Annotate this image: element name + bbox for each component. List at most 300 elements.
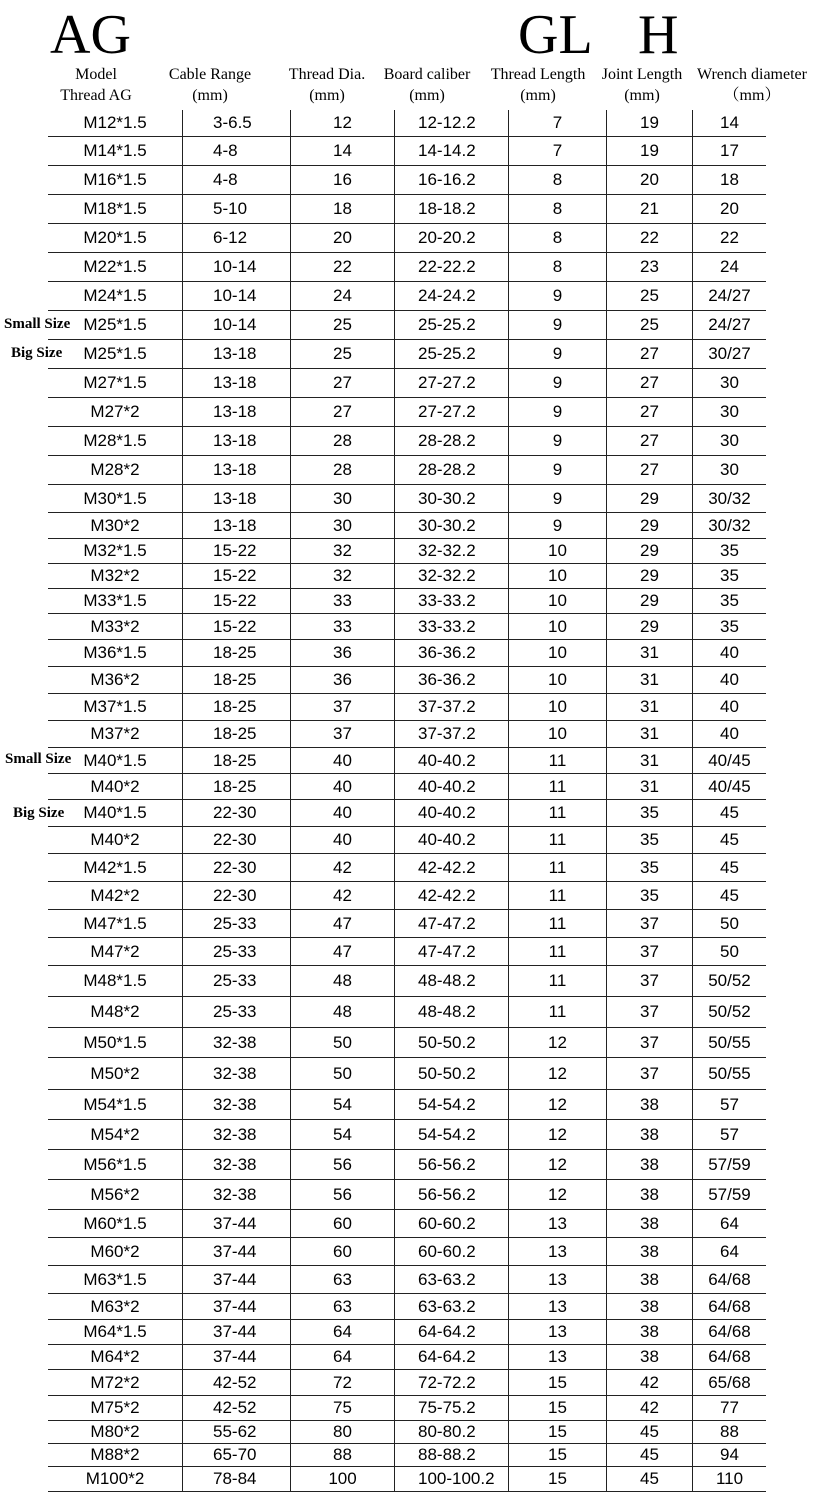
cell-joint-length: 37 xyxy=(606,1058,692,1089)
cell-thread-dia: 24 xyxy=(290,282,394,310)
cell-thread-length: 10 xyxy=(508,721,606,747)
cell-model: M54*1.5 xyxy=(83,1094,147,1114)
cell-board-caliber: 24-24.2 xyxy=(394,282,508,310)
cell-wrench-diameter: 30 xyxy=(692,369,766,397)
table-row xyxy=(48,614,766,640)
cell-model: M20*1.5 xyxy=(83,228,147,247)
cell-thread-dia: 33 xyxy=(290,589,394,613)
cell-joint-length: 37 xyxy=(606,997,692,1027)
cell-thread-dia: 32 xyxy=(290,564,394,588)
cell-model: M24*1.5 xyxy=(83,286,147,305)
cell-wrench-diameter: 45 xyxy=(692,827,766,853)
side-label-big-size: Big Size xyxy=(11,345,63,361)
header-thread-dia-line1: Thread Dia. xyxy=(288,66,366,83)
cell-wrench-diameter: 30/27 xyxy=(692,340,766,368)
cell-wrench-diameter: 17 xyxy=(692,137,766,165)
cell-board-caliber: 40-40.2 xyxy=(394,774,508,799)
cell-joint-length: 38 xyxy=(606,1210,692,1237)
table-row xyxy=(48,1444,766,1467)
header-thread-length xyxy=(480,64,596,106)
cell-board-caliber: 56-56.2 xyxy=(394,1150,508,1179)
cell-cable-range: 22-30 xyxy=(182,882,290,909)
cell-joint-length: 29 xyxy=(606,539,692,563)
cell-thread-dia: 27 xyxy=(290,398,394,426)
cell-cable-range: 25-33 xyxy=(182,997,290,1027)
cell-board-caliber: 88-88.2 xyxy=(394,1444,508,1466)
cell-cable-range: 13-18 xyxy=(182,485,290,512)
cell-joint-length: 27 xyxy=(606,427,692,455)
cell-cable-range: 18-25 xyxy=(182,748,290,773)
table-row xyxy=(48,1421,766,1444)
cell-thread-length: 9 xyxy=(508,340,606,368)
header-cable-range-line2: (mm) xyxy=(192,87,228,104)
cell-board-caliber: 50-50.2 xyxy=(394,1058,508,1089)
cell-thread-dia: 63 xyxy=(290,1294,394,1319)
cell-cable-range: 18-25 xyxy=(182,694,290,720)
cell-cable-range: 78-84 xyxy=(182,1467,290,1491)
cell-thread-dia: 60 xyxy=(290,1210,394,1237)
cell-joint-length: 27 xyxy=(606,456,692,484)
cell-thread-dia: 80 xyxy=(290,1421,394,1443)
cell-thread-length: 10 xyxy=(508,667,606,693)
table-row xyxy=(48,721,766,748)
header-wrench-diameter xyxy=(688,64,816,106)
cell-model: M27*1.5 xyxy=(83,373,147,392)
header-cable-range-line1: Cable Range xyxy=(168,66,252,83)
cell-board-caliber: 27-27.2 xyxy=(394,369,508,397)
cell-joint-length: 31 xyxy=(606,721,692,747)
cell-model: M63*1.5 xyxy=(83,1269,147,1289)
cell-joint-length: 35 xyxy=(606,800,692,826)
cell-thread-length: 9 xyxy=(508,456,606,484)
cell-model: M33*2 xyxy=(90,616,140,636)
cell-wrench-diameter: 64/68 xyxy=(692,1345,766,1369)
cell-cable-range: 4-8 xyxy=(182,137,290,165)
table-row xyxy=(48,827,766,854)
cell-thread-dia: 25 xyxy=(290,311,394,339)
table-row xyxy=(48,854,766,882)
cell-board-caliber: 30-30.2 xyxy=(394,513,508,538)
cell-board-caliber: 64-64.2 xyxy=(394,1320,508,1344)
cell-thread-length: 11 xyxy=(508,882,606,909)
cell-wrench-diameter: 50/52 xyxy=(692,997,766,1027)
header-model-line2: Thread AG xyxy=(60,87,132,104)
table-row xyxy=(48,1180,766,1210)
cell-wrench-diameter: 45 xyxy=(692,854,766,881)
cell-joint-length: 42 xyxy=(606,1370,692,1395)
cell-model: M75*2 xyxy=(90,1398,140,1417)
table-row xyxy=(48,1345,766,1370)
cell-board-caliber: 48-48.2 xyxy=(394,966,508,996)
cell-joint-length: 31 xyxy=(606,748,692,773)
cell-board-caliber: 42-42.2 xyxy=(394,882,508,909)
table-row xyxy=(48,910,766,938)
table-row xyxy=(48,166,766,195)
table-row xyxy=(48,456,766,485)
table-row xyxy=(48,694,766,721)
cell-model: M32*2 xyxy=(90,566,140,585)
table-row xyxy=(48,398,766,427)
table-row xyxy=(48,748,766,774)
cell-cable-range: 42-52 xyxy=(182,1370,290,1395)
cell-board-caliber: 72-72.2 xyxy=(394,1370,508,1395)
cell-joint-length: 25 xyxy=(606,282,692,310)
cell-thread-length: 12 xyxy=(508,1058,606,1089)
cell-thread-length: 13 xyxy=(508,1238,606,1265)
cell-model: M37*1.5 xyxy=(83,697,147,716)
header-joint-length-line2: (mm) xyxy=(624,87,660,104)
cell-joint-length: 38 xyxy=(606,1294,692,1319)
cell-thread-dia: 47 xyxy=(290,910,394,937)
cell-cable-range: 32-38 xyxy=(182,1028,290,1057)
table-row xyxy=(48,1396,766,1421)
cell-wrench-diameter: 40/45 xyxy=(692,774,766,799)
cell-cable-range: 37-44 xyxy=(182,1266,290,1293)
cell-wrench-diameter: 57 xyxy=(692,1090,766,1119)
cell-cable-range: 25-33 xyxy=(182,938,290,965)
table-row xyxy=(48,800,766,827)
cell-board-caliber: 16-16.2 xyxy=(394,166,508,194)
cell-board-caliber: 36-36.2 xyxy=(394,640,508,666)
cell-thread-length: 11 xyxy=(508,774,606,799)
table-row xyxy=(48,1090,766,1120)
cell-board-caliber: 37-37.2 xyxy=(394,694,508,720)
cell-cable-range: 13-18 xyxy=(182,513,290,538)
cell-cable-range: 65-70 xyxy=(182,1444,290,1466)
cell-board-caliber: 40-40.2 xyxy=(394,748,508,773)
cell-thread-length: 13 xyxy=(508,1266,606,1293)
cell-thread-length: 13 xyxy=(508,1210,606,1237)
cell-board-caliber: 25-25.2 xyxy=(394,311,508,339)
cell-joint-length: 27 xyxy=(606,369,692,397)
cell-wrench-diameter: 94 xyxy=(692,1444,766,1466)
cell-joint-length: 37 xyxy=(606,910,692,937)
cell-thread-dia: 12 xyxy=(290,110,394,136)
cell-wrench-diameter: 30 xyxy=(692,427,766,455)
cell-wrench-diameter: 64/68 xyxy=(692,1294,766,1319)
cell-thread-length: 11 xyxy=(508,748,606,773)
cell-joint-length: 31 xyxy=(606,667,692,693)
cell-wrench-diameter: 20 xyxy=(692,195,766,223)
table-row xyxy=(48,938,766,966)
header-thread-dia xyxy=(278,64,376,106)
cell-thread-length: 8 xyxy=(508,224,606,252)
table-row xyxy=(48,1266,766,1294)
cell-thread-length: 9 xyxy=(508,311,606,339)
cell-thread-dia: 18 xyxy=(290,195,394,223)
cell-model: M63*2 xyxy=(90,1296,140,1316)
cell-wrench-diameter: 110 xyxy=(692,1467,766,1491)
cell-cable-range: 32-38 xyxy=(182,1090,290,1119)
cell-joint-length: 38 xyxy=(606,1345,692,1369)
cell-board-caliber: 60-60.2 xyxy=(394,1210,508,1237)
cell-thread-dia: 75 xyxy=(290,1396,394,1420)
cell-board-caliber: 25-25.2 xyxy=(394,340,508,368)
cell-thread-length: 15 xyxy=(508,1467,606,1491)
cell-model: M27*2 xyxy=(90,402,140,421)
cell-thread-length: 9 xyxy=(508,485,606,512)
cell-cable-range: 18-25 xyxy=(182,667,290,693)
cell-joint-length: 38 xyxy=(606,1320,692,1344)
cell-joint-length: 35 xyxy=(606,854,692,881)
cell-wrench-diameter: 50 xyxy=(692,938,766,965)
cell-thread-length: 13 xyxy=(508,1345,606,1369)
cell-thread-dia: 50 xyxy=(290,1028,394,1057)
cell-cable-range: 37-44 xyxy=(182,1210,290,1237)
cell-model: M48*1.5 xyxy=(83,971,147,990)
cell-cable-range: 25-33 xyxy=(182,966,290,996)
table-row xyxy=(48,1150,766,1180)
table-row xyxy=(48,369,766,398)
cell-model: M47*1.5 xyxy=(83,913,147,933)
cell-wrench-diameter: 24/27 xyxy=(692,282,766,310)
table-row xyxy=(48,1058,766,1090)
cell-model: M36*1.5 xyxy=(83,643,147,662)
cell-cable-range: 10-14 xyxy=(182,311,290,339)
cell-joint-length: 35 xyxy=(606,882,692,909)
header-wrench-diameter-line1: Wrench diameter xyxy=(697,66,807,83)
cell-thread-length: 12 xyxy=(508,1150,606,1179)
cell-thread-dia: 47 xyxy=(290,938,394,965)
cell-cable-range: 13-18 xyxy=(182,340,290,368)
cell-joint-length: 38 xyxy=(606,1180,692,1209)
cell-wrench-diameter: 50 xyxy=(692,910,766,937)
cell-thread-length: 13 xyxy=(508,1294,606,1319)
cell-board-caliber: 48-48.2 xyxy=(394,997,508,1027)
table-row xyxy=(48,224,766,253)
cell-joint-length: 29 xyxy=(606,589,692,613)
cell-joint-length: 45 xyxy=(606,1444,692,1466)
cell-thread-dia: 28 xyxy=(290,456,394,484)
cell-cable-range: 13-18 xyxy=(182,427,290,455)
label-h: H xyxy=(638,4,679,66)
cell-model: M56*1.5 xyxy=(83,1154,147,1174)
cell-cable-range: 13-18 xyxy=(182,398,290,426)
table-row xyxy=(48,997,766,1028)
cell-joint-length: 31 xyxy=(606,640,692,666)
cell-thread-length: 11 xyxy=(508,827,606,853)
cell-thread-dia: 64 xyxy=(290,1345,394,1369)
cell-thread-dia: 60 xyxy=(290,1238,394,1265)
cell-thread-dia: 32 xyxy=(290,539,394,563)
header-thread-length-line1: Thread Length xyxy=(490,66,586,83)
cell-cable-range: 55-62 xyxy=(182,1421,290,1443)
cell-joint-length: 29 xyxy=(606,564,692,588)
cell-joint-length: 31 xyxy=(606,774,692,799)
cell-model: M64*1.5 xyxy=(83,1322,147,1341)
header-board-caliber xyxy=(376,64,478,106)
cell-thread-length: 13 xyxy=(508,1320,606,1344)
cell-joint-length: 37 xyxy=(606,1028,692,1057)
cell-board-caliber: 64-64.2 xyxy=(394,1345,508,1369)
cell-cable-range: 22-30 xyxy=(182,827,290,853)
cell-cable-range: 22-30 xyxy=(182,800,290,826)
cell-wrench-diameter: 30 xyxy=(692,398,766,426)
cell-thread-length: 7 xyxy=(508,110,606,136)
table-row xyxy=(48,1294,766,1320)
cell-thread-length: 11 xyxy=(508,910,606,937)
table-row xyxy=(48,311,766,340)
cell-joint-length: 29 xyxy=(606,614,692,639)
side-label-big-size: Big Size xyxy=(13,805,65,821)
cell-cable-range: 37-44 xyxy=(182,1294,290,1319)
side-label-small-size: Small Size xyxy=(4,316,71,332)
cell-wrench-diameter: 24/27 xyxy=(692,311,766,339)
cell-thread-dia: 36 xyxy=(290,640,394,666)
cell-board-caliber: 32-32.2 xyxy=(394,564,508,588)
cell-thread-length: 10 xyxy=(508,539,606,563)
cell-joint-length: 29 xyxy=(606,513,692,538)
cell-cable-range: 37-44 xyxy=(182,1320,290,1344)
cell-thread-length: 12 xyxy=(508,1120,606,1149)
cell-board-caliber: 33-33.2 xyxy=(394,614,508,639)
cell-joint-length: 38 xyxy=(606,1266,692,1293)
cell-thread-dia: 56 xyxy=(290,1180,394,1209)
cell-wrench-diameter: 64/68 xyxy=(692,1266,766,1293)
cell-joint-length: 23 xyxy=(606,253,692,281)
table-row xyxy=(48,137,766,166)
cell-cable-range: 37-44 xyxy=(182,1238,290,1265)
cell-thread-length: 10 xyxy=(508,564,606,588)
cell-model: M37*2 xyxy=(90,724,140,743)
cell-board-caliber: 56-56.2 xyxy=(394,1180,508,1209)
cell-model: M56*2 xyxy=(90,1184,140,1204)
table-row xyxy=(48,539,766,564)
cell-cable-range: 5-10 xyxy=(182,195,290,223)
cell-wrench-diameter: 40 xyxy=(692,694,766,720)
spec-table xyxy=(48,110,766,1492)
cell-cable-range: 13-18 xyxy=(182,456,290,484)
header-model-line1: Model xyxy=(75,66,117,83)
table-row xyxy=(48,774,766,800)
cell-joint-length: 45 xyxy=(606,1421,692,1443)
cell-board-caliber: 22-22.2 xyxy=(394,253,508,281)
cell-joint-length: 45 xyxy=(606,1467,692,1491)
cell-model: M42*2 xyxy=(90,885,140,905)
cell-cable-range: 15-22 xyxy=(182,614,290,639)
cell-joint-length: 25 xyxy=(606,311,692,339)
cell-cable-range: 32-38 xyxy=(182,1120,290,1149)
cell-wrench-diameter: 40 xyxy=(692,640,766,666)
table-row xyxy=(48,110,766,137)
cell-thread-length: 15 xyxy=(508,1396,606,1420)
cell-joint-length: 27 xyxy=(606,398,692,426)
cell-thread-dia: 22 xyxy=(290,253,394,281)
cell-thread-length: 9 xyxy=(508,513,606,538)
cell-joint-length: 35 xyxy=(606,827,692,853)
cell-cable-range: 25-33 xyxy=(182,910,290,937)
cell-thread-dia: 40 xyxy=(290,800,394,826)
cell-wrench-diameter: 77 xyxy=(692,1396,766,1420)
cell-model: M48*2 xyxy=(90,1002,140,1021)
cell-wrench-diameter: 40/45 xyxy=(692,748,766,773)
cell-wrench-diameter: 50/55 xyxy=(692,1058,766,1089)
table-row xyxy=(48,427,766,456)
cell-model: M40*1.5 xyxy=(83,803,147,822)
cell-cable-range: 37-44 xyxy=(182,1345,290,1369)
table-row xyxy=(48,1370,766,1396)
cell-thread-dia: 48 xyxy=(290,997,394,1027)
cell-model: M22*1.5 xyxy=(83,257,147,276)
cell-board-caliber: 60-60.2 xyxy=(394,1238,508,1265)
cell-joint-length: 38 xyxy=(606,1090,692,1119)
cell-thread-dia: 30 xyxy=(290,485,394,512)
cell-thread-length: 9 xyxy=(508,427,606,455)
header-thread-dia-line2: (mm) xyxy=(309,87,345,104)
cell-joint-length: 19 xyxy=(606,110,692,136)
cell-wrench-diameter: 57/59 xyxy=(692,1180,766,1209)
cell-joint-length: 38 xyxy=(606,1238,692,1265)
cell-board-caliber: 32-32.2 xyxy=(394,539,508,563)
cell-joint-length: 37 xyxy=(606,938,692,965)
table-row xyxy=(48,195,766,224)
cell-board-caliber: 20-20.2 xyxy=(394,224,508,252)
cell-cable-range: 32-38 xyxy=(182,1058,290,1089)
cell-board-caliber: 50-50.2 xyxy=(394,1028,508,1057)
cell-wrench-diameter: 57/59 xyxy=(692,1150,766,1179)
cell-model: M40*2 xyxy=(90,830,140,849)
cell-thread-dia: 40 xyxy=(290,774,394,799)
cell-thread-length: 11 xyxy=(508,938,606,965)
cell-thread-dia: 72 xyxy=(290,1370,394,1395)
cell-board-caliber: 27-27.2 xyxy=(394,398,508,426)
cell-thread-dia: 42 xyxy=(290,854,394,881)
cell-board-caliber: 36-36.2 xyxy=(394,667,508,693)
cell-thread-dia: 36 xyxy=(290,667,394,693)
cell-thread-length: 11 xyxy=(508,854,606,881)
cell-board-caliber: 47-47.2 xyxy=(394,938,508,965)
cell-joint-length: 38 xyxy=(606,1120,692,1149)
cell-model: M18*1.5 xyxy=(83,199,147,218)
table-row xyxy=(48,1238,766,1266)
cell-cable-range: 15-22 xyxy=(182,539,290,563)
cell-wrench-diameter: 35 xyxy=(692,614,766,639)
cell-board-caliber: 33-33.2 xyxy=(394,589,508,613)
cell-thread-length: 15 xyxy=(508,1370,606,1395)
cell-thread-length: 15 xyxy=(508,1421,606,1443)
table-row xyxy=(48,282,766,311)
cell-thread-length: 11 xyxy=(508,997,606,1027)
cell-model: M25*1.5 xyxy=(83,344,147,363)
cell-wrench-diameter: 45 xyxy=(692,882,766,909)
cell-model: M40*1.5 xyxy=(83,750,147,770)
cell-joint-length: 31 xyxy=(606,694,692,720)
header-wrench-diameter-line2: （mm） xyxy=(723,87,781,104)
table-row xyxy=(48,1120,766,1150)
cell-joint-length: 27 xyxy=(606,340,692,368)
cell-board-caliber: 37-37.2 xyxy=(394,721,508,747)
cell-thread-dia: 56 xyxy=(290,1150,394,1179)
cell-model: M60*2 xyxy=(90,1241,140,1261)
cell-board-caliber: 54-54.2 xyxy=(394,1090,508,1119)
cell-cable-range: 15-22 xyxy=(182,589,290,613)
cell-joint-length: 22 xyxy=(606,224,692,252)
cell-board-caliber: 47-47.2 xyxy=(394,910,508,937)
cell-thread-dia: 50 xyxy=(290,1058,394,1089)
header-joint-length-line1: Joint Length xyxy=(601,66,683,83)
cell-model: M80*2 xyxy=(90,1422,140,1441)
cell-wrench-diameter: 64 xyxy=(692,1210,766,1237)
cell-thread-dia: 40 xyxy=(290,827,394,853)
cell-model: M54*2 xyxy=(90,1124,140,1144)
label-ag: AG xyxy=(50,4,131,66)
table-row xyxy=(48,1320,766,1345)
cell-thread-length: 8 xyxy=(508,195,606,223)
cell-model: M14*1.5 xyxy=(83,141,147,160)
cell-thread-length: 15 xyxy=(508,1444,606,1466)
table-row xyxy=(48,882,766,910)
cell-thread-length: 11 xyxy=(508,800,606,826)
